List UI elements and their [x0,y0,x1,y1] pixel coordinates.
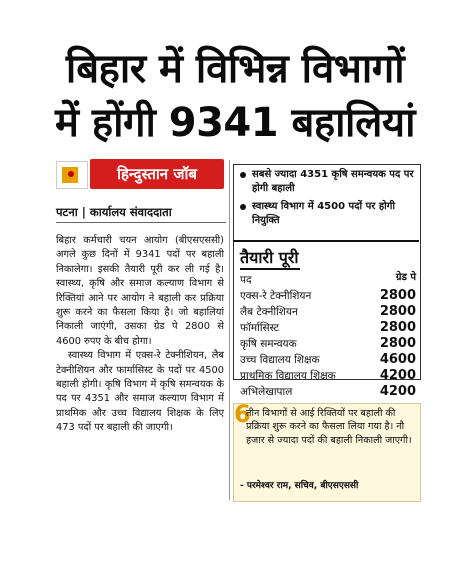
hindustan-job-logo-icon [56,161,88,189]
byline-divider [56,222,226,223]
table-row: लैब टेक्नीशियन 2800 [240,304,416,319]
preparation-underline [240,268,300,270]
header-grade: ग्रेड पे [395,272,416,283]
table-header [240,272,416,288]
headline [0,42,470,150]
quote-author: - परमेश्वर राम, सचिव, बीएसएससी [240,481,359,491]
headline-line-2: में होंगी 9341 बहालियां [55,100,415,146]
column-divider [229,160,230,500]
preparation-title: तैयारी पूरी [240,248,299,267]
logo-title: हिन्दुस्तान जॉब [90,159,224,189]
header-post: पद [240,274,252,286]
headline-line-1: बिहार में विभिन्न विभागों [65,46,405,92]
article-paragraph-2: स्वास्थ्य विभाग में एक्स-रे टेक्नीशियन, लैब टेक्नीशियन और फार्मासिस्ट के पदों पर 4500 बहाली होगी। कृषि विभाग में कृषि समन्वयक के पद पर 4351 और समाज कल्याण विभाग में प्राथमिक और उच्च विद्यालय शिक्षक के लिए 473 पदों पर बहाली की जाएगी। [56,350,224,434]
sidebar-rule [233,240,419,242]
table-row: फॉर्मासिस्ट 2800 [240,320,416,335]
bullet-icon [240,172,246,178]
byline: पटना | कार्यालय संवाददाता [56,205,172,219]
highlight-item: स्वास्थ्य विभाग में 4500 पदों पर होगी नियुक्ति [238,200,420,228]
table-row: प्राथमिक विद्यालय शिक्षक 4200 [240,368,416,383]
highlights-list [238,168,420,232]
table-row: कृषि समन्वयक 2800 [240,336,416,351]
table-row: अभिलेखापाल 4200 [240,384,416,399]
article-body [56,234,224,436]
table-row: एक्स-रे टेक्नीशियन 2800 [240,288,416,303]
hindustan-job-logo [56,159,224,189]
table-row: उच्च विद्यालय शिक्षक 4600 [240,352,416,367]
article-paragraph-1: बिहार कर्मचारी चयन आयोग (बीएसएससी) अगले कुछ दिनों में 9341 पदों पर बहाली निकालेगा। इसकी तैयारी पूरी कर ली गई है। स्वास्थ्य, कृषि और समाज कल्याण विभाग से रिक्तियां आने पर आयोग ने बहाली कर प्रक्रिया शुरू करने का फैसला किया है। जो बहालियां निकाली जाएंगी, उसका ग्रेड पे 2800 से 4600 रुपए के बीच होगा। [56,235,224,347]
highlight-item: सबसे ज्यादा 4351 कृषि समन्वयक पद पर होगी बहाली [238,168,420,196]
grade-pay-table [240,272,416,400]
quote-text: तीन विभागों से आई रिक्तियों पर बहाली की प्रक्रिया शुरू करने का फैसला लिया गया है। नौ हजार से ज्यादा पदों की बहाली निकाली जाएगी। [246,408,412,446]
bullet-icon [240,204,246,210]
quote-mark-icon: 6 [234,400,251,428]
